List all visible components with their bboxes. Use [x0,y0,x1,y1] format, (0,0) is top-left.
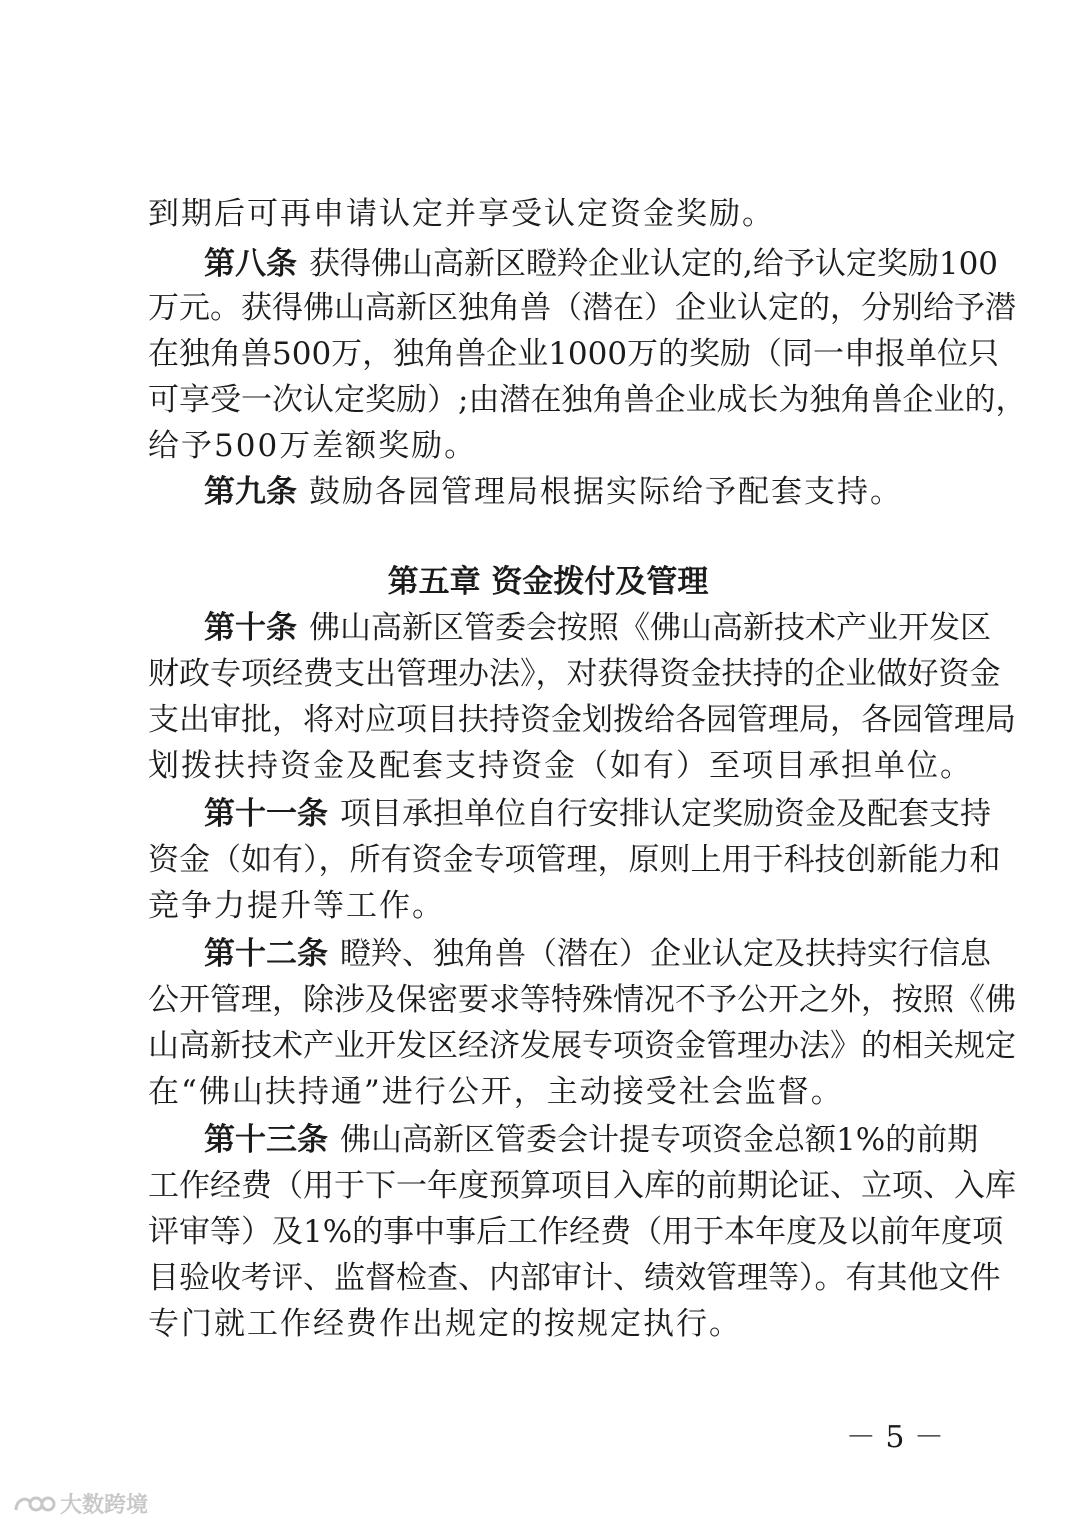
page-number: － 5 － [845,1420,944,1455]
article-9-line [204,468,948,516]
watermark-logo-icon [12,1492,56,1516]
text-line: 到期后可再申请认定并享受认定资金奖励。 [148,196,775,232]
article-11-first-line [204,790,991,838]
article-heading-8: 第八条 [204,246,297,282]
text-line: 竞争力提升等工作。 [148,888,445,924]
text-line: 工作经费（用于下一年度预算项目入库的前期论证、立项、入库 [148,1168,1016,1204]
text-line: 评审等）及1%的事中事后工作经费（用于本年度及以前年度项 [148,1214,1004,1250]
article-heading-12: 第十二条 [204,936,328,972]
text-line: 获得佛山高新区瞪羚企业认定的,给予认定奖励100 [309,246,999,282]
article-10-first-line [204,604,991,652]
text-line: 公开管理，除涉及保密要求等特殊情况不予公开之外，按照《佛 [148,982,1016,1018]
text-line: 山高新技术产业开发区经济发展专项资金管理办法》的相关规定 [148,1028,1016,1064]
text-line: 给予500万差额奖励。 [148,428,478,464]
text-line: 在独角兽500万，独角兽企业1000万的奖励（同一申报单位只 [148,336,1000,372]
text-line: 万元。获得佛山高新区独角兽（潜在）企业认定的，分别给予潜 [148,290,1016,326]
watermark-text: 大数跨境 [60,1493,149,1518]
text-line: 项目承担单位自行安排认定奖励资金及配套支持 [340,796,991,832]
text-line: 瞪羚、独角兽（潜在）企业认定及扶持实行信息 [340,936,991,972]
chapter-title: 第五章 资金拨付及管理 [387,564,709,600]
text-line: 佛山高新区管委会计提专项资金总额1%的前期 [340,1122,979,1158]
watermark [12,1488,148,1519]
text-line: 划拨扶持资金及配套支持资金（如有）至项目承担单位。 [148,748,973,784]
article-13-first-line [204,1116,979,1164]
article-heading-9: 第九条 [204,474,297,510]
text-line: 在“佛山扶持通”进行公开，主动接受社会监督。 [148,1074,844,1110]
text-line: 可享受一次认定奖励）;由潜在独角兽企业成长为独角兽企业的， [148,382,1027,418]
text-line: 支出审批，将对应项目扶持资金划拨给各园管理局，各园管理局 [148,702,1016,738]
text-line: 目验收考评、监督检查、内部审计、绩效管理等）。有其他文件 [148,1260,1001,1296]
text-line: 专门就工作经费作出规定的按规定执行。 [148,1306,742,1342]
text-line: 财政专项经费支出管理办法》，对获得资金扶持的企业做好资金 [148,656,1001,692]
article-8-first-line [204,240,999,288]
text-line: 鼓励各园管理局根据实际给予配套支持。 [309,474,903,510]
article-heading-13: 第十三条 [204,1122,328,1158]
article-heading-11: 第十一条 [204,796,328,832]
text-line: 佛山高新区管委会按照《佛山高新技术产业开发区 [309,610,991,646]
article-heading-10: 第十条 [204,610,297,646]
text-line: 资金（如有），所有资金专项管理，原则上用于科技创新能力和 [148,842,1001,878]
article-12-first-line [204,930,991,978]
